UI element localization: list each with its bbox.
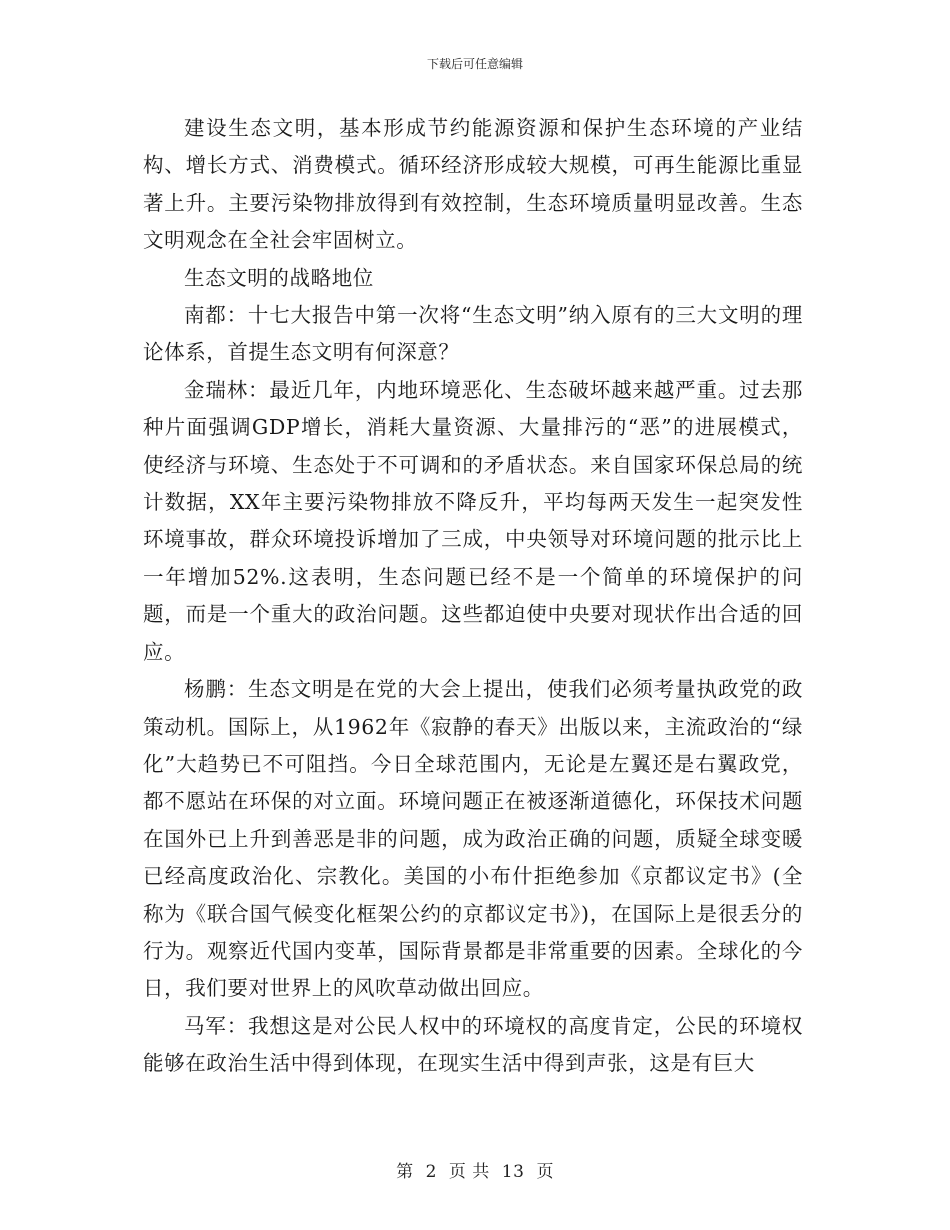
paragraph-yang-peng: 杨鹏：生态文明是在党的大会上提出，使我们必须考量执政党的政策动机。国际上，从1962年《寂静的春天》出版以来，主流政治的“绿化”大趋势已不可阻挡。今日全球范围内，无论是左翼还是右翼政党，都不愿站在环保的对立面。环境问题正在被逐渐道德化，环保技术问题在国外已上升到善恶是非的问题，成为政治正确的问题，质疑全球变暖已经高度政治化、宗教化。美国的小布什拒绝参加《京都议定书》(全称为《联合国气候变化框架公约的京都议定书》)，在国际上是很丢分的行为。观察近代国内变革，国际背景都是非常重要的因素。全球化的今日，我们要对世界上的风吹草动做出回应。 — [143, 677, 803, 1001]
footer-current-page: 2 — [425, 1162, 437, 1182]
footer-prefix: 第 — [396, 1162, 414, 1182]
page-footer — [0, 1157, 950, 1182]
footer-suffix: 页 — [536, 1162, 554, 1182]
paragraph-intro: 建设生态文明，基本形成节约能源资源和保护生态环境的产业结构、增长方式、消费模式。循环经济形成较大规模，可再生能源比重显著上升。主要污染物排放得到有效控制，生态环境质量明显改善。生态文明观念在全社会牢固树立。 — [143, 116, 803, 253]
header-note: 下载后可任意编辑 — [426, 57, 523, 71]
section-heading: 生态文明的战略地位 — [184, 265, 374, 290]
document-body — [143, 110, 803, 1083]
paragraph-jin-ruilin: 金瑞林：最近几年，内地环境恶化、生态破坏越来越严重。过去那种片面强调GDP增长，消耗大量资源、大量排污的“恶”的进展模式，使经济与环境、生态处于不可调和的矛盾状态。来自国家环保总局的统计数据，XX年主要污染物排放不降反升，平均每两天发生一起突发性环境事故，群众环境投诉增加了三成，中央领导对环境问题的批示比上一年增加52%.这表明，生态问题已经不是一个简单的环境保护的问题，而是一个重大的政治问题。这些都迫使中央要对现状作出合适的回应。 — [143, 377, 803, 664]
footer-middle: 页 共 — [448, 1162, 490, 1182]
footer-total-pages: 13 — [501, 1162, 525, 1182]
paragraph-question: 南都：十七大报告中第一次将“生态文明”纳入原有的三大文明的理论体系，首提生态文明有何深意？ — [143, 303, 803, 365]
paragraph-ma-jun: 马军：我想这是对公民人权中的环境权的高度肯定，公民的环境权能够在政治生活中得到体现，在现实生活中得到声张，这是有巨大 — [143, 1013, 803, 1076]
